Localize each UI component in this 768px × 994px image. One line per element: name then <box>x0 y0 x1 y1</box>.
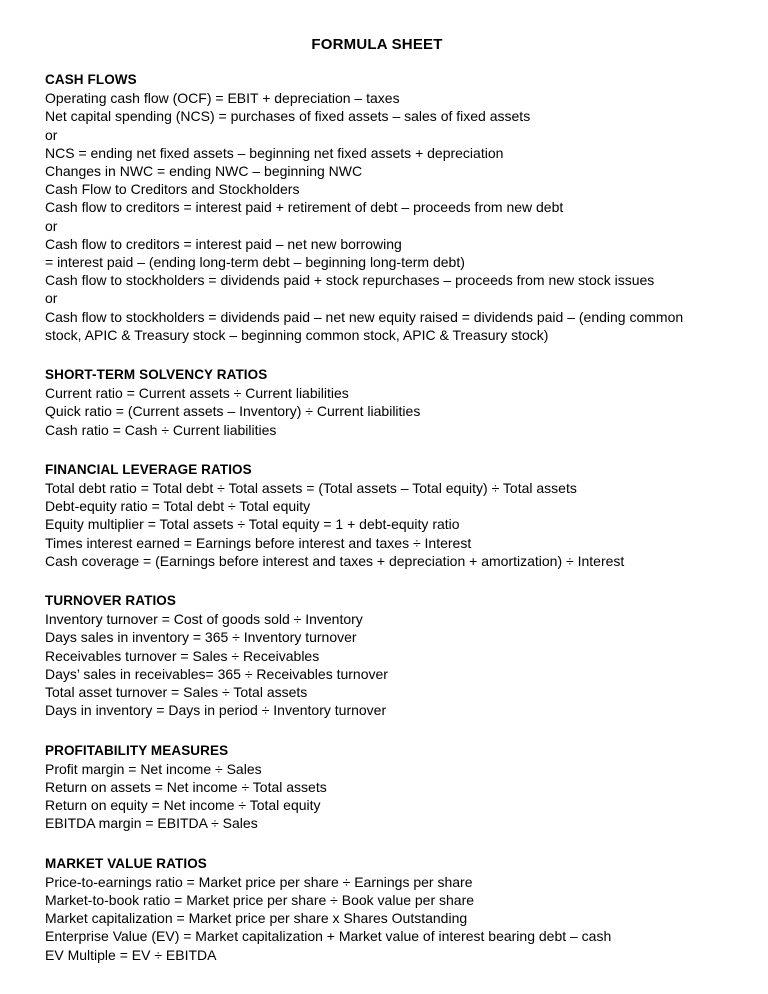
formula-line: Net capital spending (NCS) = purchases of fixed assets – sales of fixed assets <box>45 108 531 125</box>
formula-line: Operating cash flow (OCF) = EBIT + depreciation – taxes <box>45 90 400 107</box>
formula-line: Cash coverage = (Earnings before interest and taxes + depreciation + amortization) ÷ Interest <box>45 552 625 569</box>
formula-line: NCS = ending net fixed assets – beginning net fixed assets + depreciation <box>45 144 504 161</box>
formula-line: Inventory turnover = Cost of goods sold ÷ Inventory <box>45 611 363 628</box>
section-heading: SHORT-TERM SOLVENCY RATIOS <box>45 367 268 383</box>
formula-line: Market-to-book ratio = Market price per share ÷ Book value per share <box>45 891 475 908</box>
formula-line: Debt-equity ratio = Total debt ÷ Total equity <box>45 498 311 515</box>
formula-line: Receivables turnover = Sales ÷ Receivables <box>45 647 320 664</box>
section-financial-leverage-ratios <box>45 461 723 570</box>
section-heading: FINANCIAL LEVERAGE RATIOS <box>45 461 252 477</box>
formula-line: Enterprise Value (EV) = Market capitalization + Market value of interest bearing debt – cash <box>45 928 612 945</box>
formula-line: Cash ratio = Cash ÷ Current liabilities <box>45 421 277 438</box>
formula-line: Return on assets = Net income ÷ Total assets <box>45 778 327 795</box>
formula-line: EBITDA margin = EBITDA ÷ Sales <box>45 815 258 832</box>
formula-line: Total debt ratio = Total debt ÷ Total assets = (Total assets – Total equity) ÷ Total assets <box>45 480 577 497</box>
formula-line: Cash flow to stockholders = dividends paid + stock repurchases – proceeds from new stock issues <box>45 272 655 289</box>
section-short-term-solvency-ratios <box>45 366 723 439</box>
formula-line: Cash Flow to Creditors and Stockholders <box>45 181 300 198</box>
section-cash-flows <box>45 71 723 344</box>
formula-line: Price-to-earnings ratio = Market price per share ÷ Earnings per share <box>45 873 473 890</box>
formula-line: Changes in NWC = ending NWC – beginning NWC <box>45 163 363 180</box>
formula-line: Times interest earned = Earnings before interest and taxes ÷ Interest <box>45 534 472 551</box>
section-heading: TURNOVER RATIOS <box>45 593 177 609</box>
formula-line: Cash flow to creditors = interest paid – net new borrowing <box>45 235 402 252</box>
section-heading: MARKET VALUE RATIOS <box>45 855 207 871</box>
formula-line: = interest paid – (ending long-term debt – beginning long-term debt) <box>45 254 465 271</box>
formula-line: Current ratio = Current assets ÷ Current liabilities <box>45 385 349 402</box>
formula-line: Profit margin = Net income ÷ Sales <box>45 760 262 777</box>
section-heading: PROFITABILITY MEASURES <box>45 742 229 758</box>
formula-line: Cash flow to creditors = interest paid + retirement of debt – proceeds from new debt <box>45 199 564 216</box>
formula-line: Days in inventory = Days in period ÷ Inventory turnover <box>45 702 387 719</box>
formula-line: Return on equity = Net income ÷ Total equity <box>45 797 321 814</box>
formula-line: Cash flow to stockholders = dividends paid – net new equity raised = dividends paid – (ending common stock, APIC & Treasury stock – beginning common stock, APIC & Treasury stock) <box>45 308 688 343</box>
formula-line: Equity multiplier = Total assets ÷ Total equity = 1 + debt-equity ratio <box>45 516 460 533</box>
section-heading: CASH FLOWS <box>45 72 137 87</box>
alternative-connector: or <box>45 217 58 234</box>
formula-line: Market capitalization = Market price per share x Shares Outstanding <box>45 910 468 927</box>
alternative-connector: or <box>45 126 58 143</box>
formula-line: Total asset turnover = Sales ÷ Total assets <box>45 684 308 701</box>
formula-line: Quick ratio = (Current assets – Inventory) ÷ Current liabilities <box>45 403 421 420</box>
formula-line: Days’ sales in receivables= 365 ÷ Receivables turnover <box>45 665 388 682</box>
page-title: FORMULA SHEET <box>311 36 443 53</box>
section-turnover-ratios <box>45 592 723 719</box>
sections-container <box>45 71 723 964</box>
section-market-value-ratios <box>45 855 723 964</box>
alternative-connector: or <box>45 290 58 307</box>
formula-line: Days sales in inventory = 365 ÷ Inventory turnover <box>45 629 357 646</box>
section-profitability-measures <box>45 742 723 833</box>
formula-line: EV Multiple = EV ÷ EBITDA <box>45 946 217 963</box>
